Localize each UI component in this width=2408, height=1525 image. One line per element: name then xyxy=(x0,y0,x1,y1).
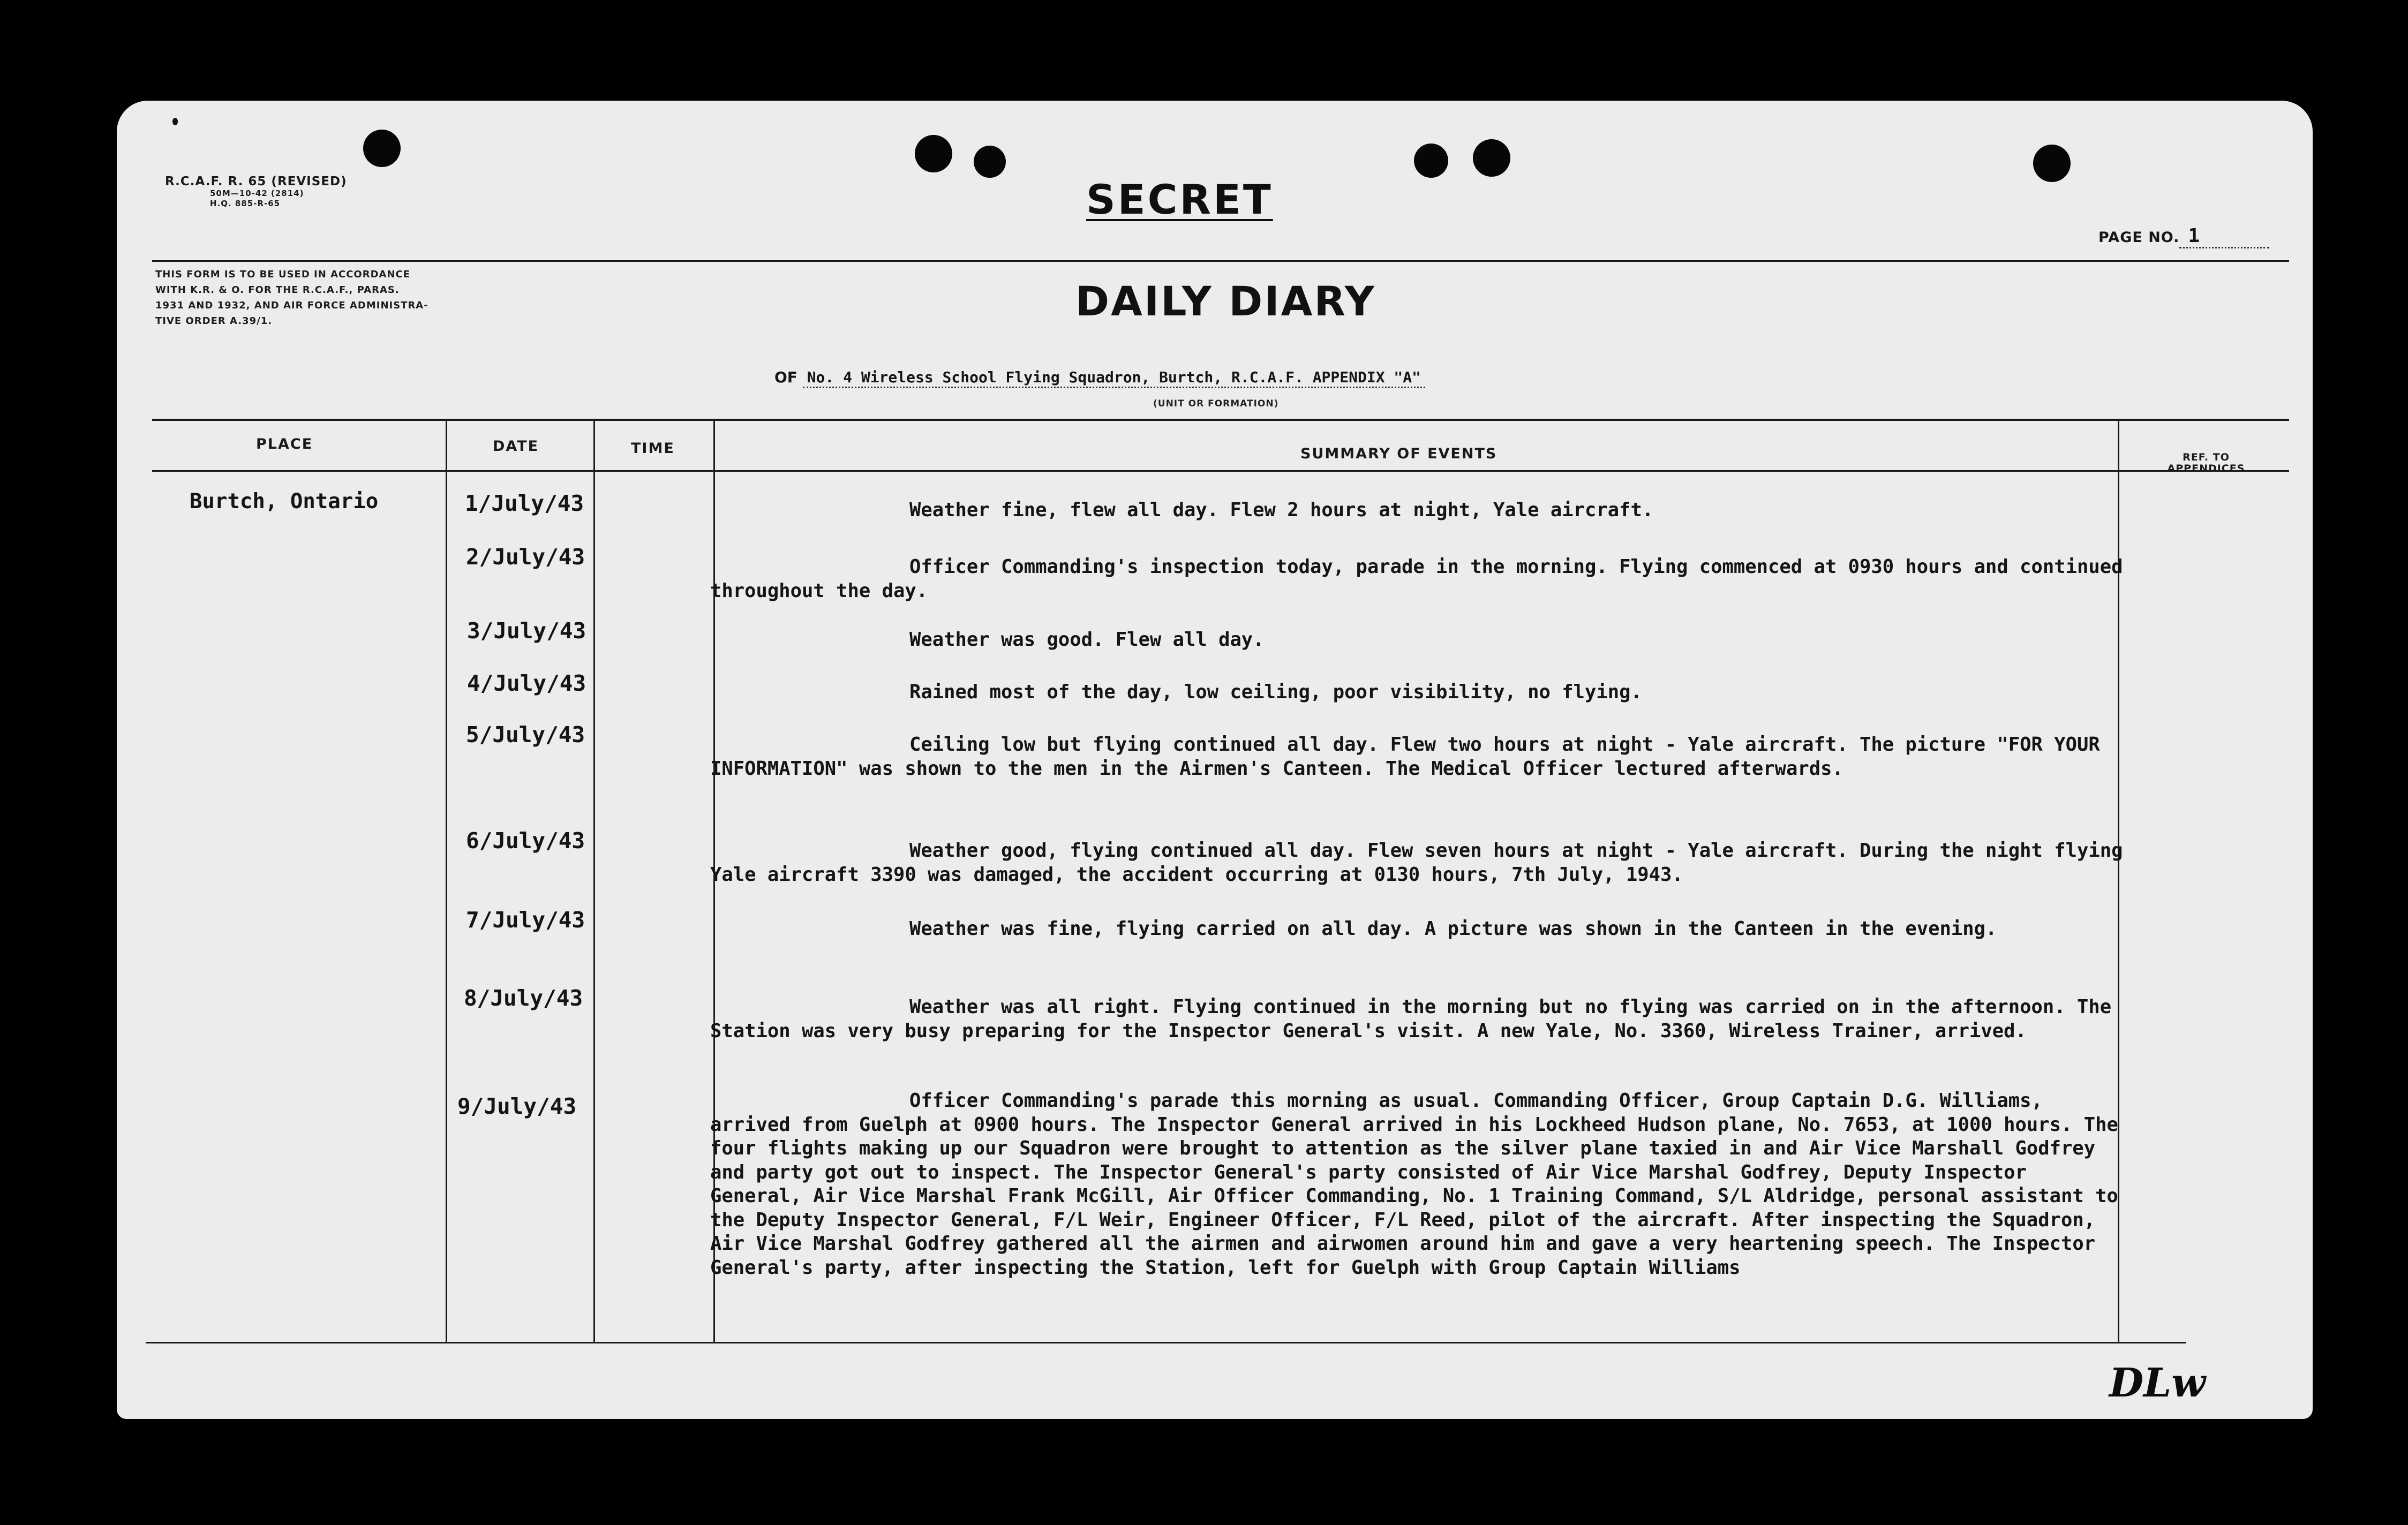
unit-caption: (UNIT OR FORMATION) xyxy=(1153,398,1279,409)
punch-hole xyxy=(915,135,952,172)
summary-text: Weather fine, flew all day. Flew 2 hours at night, Yale aircraft. xyxy=(909,499,1654,521)
date-entry: 7/July/43 xyxy=(466,907,585,933)
page-number: 1 xyxy=(2179,225,2269,248)
date-entry: 3/July/43 xyxy=(467,618,586,644)
ink-speck xyxy=(172,118,178,125)
date-entry: 5/July/43 xyxy=(466,722,585,748)
unit-line xyxy=(774,368,1425,386)
of-label: OF xyxy=(774,368,797,386)
summary-text: Rained most of the day, low ceiling, poor visibility, no flying. xyxy=(909,681,1642,703)
summary-text: Officer Commanding's inspection today, parade in the morning. Flying commenced at 0930 hours and continued throughout the day. xyxy=(710,556,2123,602)
date-entry: 4/July/43 xyxy=(467,670,586,696)
summary-text: Ceiling low but flying continued all day. Flew two hours at night - Yale aircraft. The picture "FOR YOUR INFORMATION" was shown to the men in the Airmen's Canteen. The Medical Officer lectured afterwards. xyxy=(710,734,2100,780)
table-top-rule xyxy=(152,419,2289,421)
punch-hole xyxy=(1473,139,1510,177)
date-entry: 8/July/43 xyxy=(464,985,583,1011)
column-header-place: PLACE xyxy=(256,436,313,452)
header-rule xyxy=(152,260,2289,262)
summary-text: Weather was fine, flying carried on all day. A picture was shown in the Canteen in the evening. xyxy=(909,918,1997,940)
place-entry: Burtch, Ontario xyxy=(190,489,379,514)
summary-text: Weather was good. Flew all day. xyxy=(909,629,1265,651)
column-divider xyxy=(446,421,447,1342)
date-entry: 6/July/43 xyxy=(466,828,585,854)
column-header-summary: SUMMARY OF EVENTS xyxy=(1300,446,1498,462)
column-header-time: TIME xyxy=(631,440,675,457)
summary-entry xyxy=(710,628,2124,652)
page-number-field xyxy=(2098,225,2269,248)
summary-entry xyxy=(710,555,2124,603)
date-entry: 9/July/43 xyxy=(457,1093,577,1119)
punch-hole xyxy=(1414,144,1448,178)
form-ref-line-3: H.Q. 885-R-65 xyxy=(210,199,281,208)
classification-stamp: SECRET xyxy=(1086,176,1273,223)
handwritten-initials: DLw xyxy=(2109,1360,2206,1406)
table-head-rule xyxy=(152,470,2289,472)
diary-sheet xyxy=(117,101,2313,1419)
column-header-ref: REF. TO APPENDICES xyxy=(2167,451,2245,474)
summary-text: Officer Commanding's parade this morning as usual. Commanding Officer, Group Captain D.G. Williams, arrived from Guelph at 0900 hours. The Inspector General arrived in his Lockheed Hudson plane, No. 7653, at 1000 hours. The four flights making up our Squadron were brought to attention as the silver plane taxied in and Air Vice Marshall Godfrey and party got out to inspect. The Inspector General's party consisted of Air Vice Marshal Godfrey, Deputy Inspector General, Air Vice Marshal Frank McGill, Air Officer Commanding, No. 1 Training Command, S/L Aldridge, personal assistant to the Deputy Inspector General, F/L Weir, Engineer Officer, F/L Reed, pilot of the aircraft. After inspecting the Squadron, Air Vice Marshal Godfrey gathered all the airmen and airwomen around him and gave a very heartening speech. The Inspector General's party, after inspecting the Station, left for Guelph with Group Captain Williams xyxy=(710,1090,2118,1279)
date-entry: 1/July/43 xyxy=(465,490,584,516)
page-label: PAGE NO. xyxy=(2098,229,2180,246)
summary-entry xyxy=(710,680,2124,704)
summary-text: Weather was all right. Flying continued in the morning but no flying was carried on in the afternoon. The Station was very busy preparing for the Inspector General's visit. A new Yale, No. 3360, Wireless Trainer, arrived. xyxy=(710,996,2112,1042)
punch-hole xyxy=(974,146,1006,178)
column-divider xyxy=(593,421,595,1342)
punch-hole xyxy=(363,130,401,167)
summary-entry xyxy=(710,917,2124,941)
form-reference xyxy=(165,175,347,209)
summary-entry xyxy=(710,995,2124,1043)
summary-entry xyxy=(710,1089,2124,1280)
table-bottom-rule xyxy=(146,1342,2186,1343)
form-usage-notice: THIS FORM IS TO BE USED IN ACCORDANCE WITH K.R. & O. FOR THE R.C.A.F., PARAS. 1931 AND 1932, AND AIR FORCE ADMINISTRA- TIVE ORDER A.39/1. xyxy=(155,269,428,327)
summary-entry xyxy=(710,498,2124,522)
summary-entry xyxy=(710,839,2124,887)
summary-text: Weather good, flying continued all day. Flew seven hours at night - Yale aircraft. During the night flying Yale aircraft 3390 was damaged, the accident occurring at 0130 hours, 7th July, 1943. xyxy=(710,840,2123,886)
unit-formation: No. 4 Wireless School Flying Squadron, Burtch, R.C.A.F. APPENDIX "A" xyxy=(803,368,1425,388)
punch-hole xyxy=(2033,145,2071,182)
column-header-date: DATE xyxy=(493,438,539,455)
form-ref-line-1: R.C.A.F. R. 65 (REVISED) xyxy=(165,175,347,188)
summary-entry xyxy=(710,733,2124,781)
page-title: DAILY DIARY xyxy=(1075,277,1376,325)
date-entry: 2/July/43 xyxy=(466,544,585,570)
form-ref-line-2: 50M—10-42 (2814) xyxy=(210,188,304,198)
